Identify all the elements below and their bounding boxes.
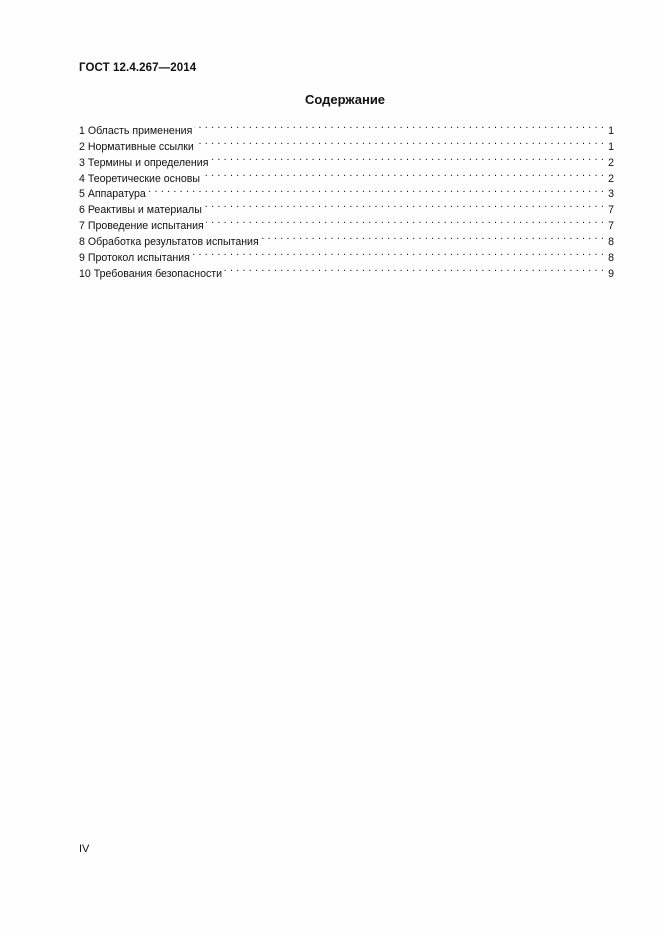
toc-entry-label: 4 Теоретические основы bbox=[79, 172, 200, 185]
toc-entry-page: 2 bbox=[608, 172, 614, 185]
toc-entry-label: 1 Область применения bbox=[79, 124, 193, 137]
toc-entry-page: 7 bbox=[608, 220, 614, 233]
toc-entry-page: 1 bbox=[608, 140, 614, 153]
toc-entry-page: 8 bbox=[608, 236, 614, 249]
toc-leader-dots bbox=[194, 118, 604, 134]
toc-entry-page: 9 bbox=[608, 267, 614, 280]
toc-entry-1[interactable] bbox=[79, 118, 614, 137]
toc-entry-label: 2 Нормативные ссылки bbox=[79, 140, 194, 153]
page-number: IV bbox=[79, 843, 90, 855]
toc-entry-label: 7 Проведение испытания bbox=[79, 220, 204, 233]
toc-title: Содержание bbox=[304, 92, 386, 107]
toc-entry-page: 7 bbox=[608, 204, 614, 217]
toc-leader-dots bbox=[261, 229, 604, 245]
toc-entry-label: 3 Термины и определения bbox=[79, 156, 209, 169]
toc-leader-dots bbox=[224, 261, 604, 277]
toc-entry-label: 10 Требования безопасности bbox=[79, 267, 223, 280]
toc-leader-dots bbox=[206, 213, 604, 229]
toc-leader-dots bbox=[204, 197, 604, 213]
toc-entry-page: 3 bbox=[608, 188, 614, 201]
toc-leader-dots bbox=[148, 182, 604, 198]
toc-entry-page: 1 bbox=[608, 124, 614, 137]
toc-entry-page: 8 bbox=[608, 252, 614, 265]
document-code: ГОСТ 12.4.267—2014 bbox=[79, 62, 197, 74]
toc-leader-dots bbox=[196, 134, 604, 150]
toc-entry-label: 5 Аппаратура bbox=[79, 188, 146, 201]
toc-entry-label: 9 Протокол испытания bbox=[79, 252, 190, 265]
toc-entry-6[interactable] bbox=[79, 197, 614, 217]
toc-leader-dots bbox=[210, 150, 604, 166]
table-of-contents bbox=[79, 118, 614, 280]
toc-entry-label: 6 Реактивы и материалы bbox=[79, 204, 202, 217]
toc-entry-5[interactable] bbox=[79, 182, 614, 201]
toc-leader-dots bbox=[192, 245, 604, 261]
toc-leader-dots bbox=[202, 166, 604, 182]
toc-entry-label: 8 Обработка результатов испытания bbox=[79, 236, 259, 249]
toc-entry-page: 2 bbox=[608, 156, 614, 169]
